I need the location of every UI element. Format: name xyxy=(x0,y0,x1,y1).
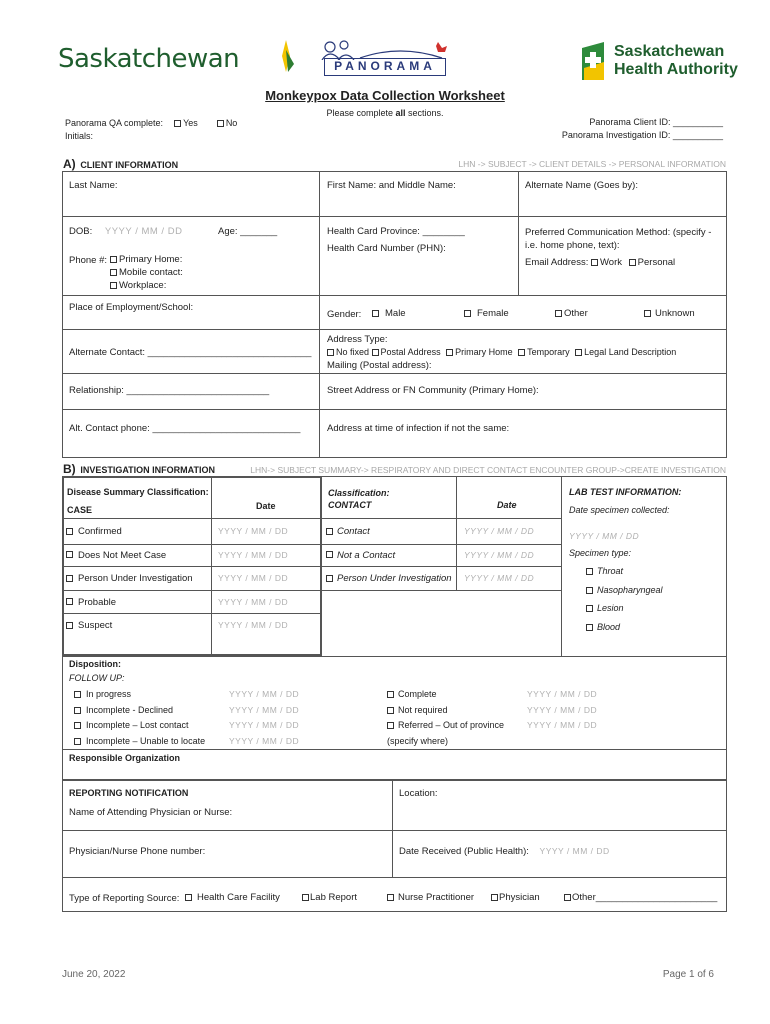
classification-title: Classification: xyxy=(328,488,390,498)
followup-item[interactable] xyxy=(387,705,504,721)
panorama-logo xyxy=(320,40,450,78)
followup-date-field[interactable]: YYYY / MM / DD xyxy=(229,720,300,730)
case-item-label: Does Not Meet Case xyxy=(78,549,167,561)
location-field[interactable]: Location: xyxy=(399,788,438,799)
gender-label: Gender: xyxy=(327,309,362,320)
gender-other[interactable] xyxy=(555,308,588,319)
contact-checkbox[interactable] xyxy=(326,528,333,535)
followup-checkbox[interactable] xyxy=(387,691,394,698)
section-a-letter: A) xyxy=(63,157,76,171)
street-field[interactable]: Street Address or FN Community (Primary Home): xyxy=(327,385,539,396)
addr-primary-label: Primary Home xyxy=(455,347,513,357)
followup-date-field[interactable]: YYYY / MM / DD xyxy=(527,704,598,715)
case-item-label: Confirmed xyxy=(78,526,122,537)
addr-postal-label: Postal Address xyxy=(380,347,441,357)
alt-contact-field[interactable]: Alternate Contact: _______________________________ xyxy=(69,347,312,358)
specimen-item[interactable] xyxy=(586,603,663,622)
followup-left-dates xyxy=(229,689,299,751)
dob-placeholder: YYYY / MM / DD xyxy=(104,226,183,237)
followup-item[interactable] xyxy=(74,705,205,721)
source-item-label: Other_______________________ xyxy=(572,892,718,903)
case-item-label: Person Under Investigation xyxy=(78,573,193,584)
followup-item[interactable] xyxy=(387,720,504,736)
case-checkbox[interactable] xyxy=(66,551,73,558)
email-label: Email Address: xyxy=(525,257,589,268)
qa-yes-checkbox[interactable] xyxy=(174,120,181,127)
phone-label: Phone #: xyxy=(69,255,108,266)
source-other[interactable] xyxy=(564,892,717,903)
followup-label: Incomplete – Unable to locate xyxy=(86,735,206,746)
case-checkbox[interactable] xyxy=(66,575,73,582)
source-checkbox[interactable] xyxy=(491,894,498,901)
specimen-checkbox[interactable] xyxy=(586,624,593,631)
followup-item[interactable] xyxy=(74,720,205,736)
specimen-list xyxy=(586,566,663,640)
case-date-field[interactable]: YYYY / MM / DD xyxy=(218,573,289,583)
followup-checkbox[interactable] xyxy=(74,722,81,729)
addr-nofixed-checkbox[interactable] xyxy=(327,349,334,356)
physician-name-field[interactable]: Name of Attending Physician or Nurse: xyxy=(69,807,233,818)
gender-other-label: Other xyxy=(564,308,588,319)
last-name-label[interactable]: Last Name: xyxy=(69,180,118,191)
address-type-label: Address Type: xyxy=(327,334,388,345)
follow-up-label: FOLLOW UP: xyxy=(69,673,125,683)
investigation-id[interactable]: Panorama Investigation ID: __________ xyxy=(561,130,723,140)
source-physician[interactable] xyxy=(491,892,540,903)
followup-date-field[interactable]: YYYY / MM / DD xyxy=(229,704,300,715)
case-header: CASE xyxy=(67,505,93,515)
followup-right-dates xyxy=(527,689,597,736)
client-id[interactable]: Panorama Client ID: __________ xyxy=(589,117,723,127)
hc-province-field[interactable]: Health Card Province: ________ xyxy=(327,226,465,237)
contact-date-header: Date xyxy=(497,500,517,510)
address-type-options xyxy=(327,347,676,357)
source-checkbox[interactable] xyxy=(185,894,192,901)
gender-male-label: Male xyxy=(385,308,406,319)
sha-logo xyxy=(580,40,750,84)
specimen-type-label: Specimen type: xyxy=(569,548,632,558)
disposition-label: Disposition: xyxy=(69,659,121,669)
place-emp-field[interactable]: Place of Employment/School: xyxy=(69,302,194,313)
lab-date-label: Date specimen collected: xyxy=(569,505,670,515)
followup-checkbox[interactable] xyxy=(74,738,81,745)
followup-checkbox[interactable] xyxy=(74,707,81,714)
addr-legal-checkbox[interactable] xyxy=(575,349,582,356)
pref-comm-field[interactable]: Preferred Communication Method: (specify - i.e. home phone, text): xyxy=(525,227,712,251)
section-b-heading xyxy=(63,462,215,476)
footer-page: Page 1 of 6 xyxy=(662,969,714,980)
email-personal-label: Personal xyxy=(637,257,676,268)
phone-primary[interactable] xyxy=(110,254,182,265)
subtitle-post: sections. xyxy=(405,108,444,118)
contact-date-field[interactable]: YYYY / MM / DD xyxy=(464,526,535,536)
case-item[interactable] xyxy=(66,550,216,574)
date-received-placeholder: YYYY / MM / DD xyxy=(539,846,610,856)
source-checkbox[interactable] xyxy=(564,894,571,901)
followup-right-list xyxy=(387,689,504,751)
case-checkbox[interactable] xyxy=(66,622,73,629)
contact-date-field[interactable]: YYYY / MM / DD xyxy=(464,549,535,560)
phone-mobile[interactable] xyxy=(110,267,183,278)
followup-label: Not required xyxy=(398,704,448,715)
age-field[interactable]: Age: _______ xyxy=(218,226,278,237)
specimen-checkbox[interactable] xyxy=(586,587,593,594)
relationship-field[interactable]: Relationship: ___________________________ xyxy=(69,385,270,396)
subtitle-pre: Please complete xyxy=(326,108,396,118)
dob-label: DOB: xyxy=(69,226,93,237)
followup-label: Incomplete - Declined xyxy=(86,704,174,715)
case-date-header: Date xyxy=(256,501,276,511)
followup-checkbox[interactable] xyxy=(74,691,81,698)
wheat-icon xyxy=(276,38,296,74)
phone-work-label: Workplace: xyxy=(119,280,167,291)
phone-mobile-label: Mobile contact: xyxy=(119,267,183,278)
source-np[interactable] xyxy=(387,892,474,903)
addr-temp-checkbox[interactable] xyxy=(518,349,525,356)
mailing-field[interactable]: Mailing (Postal address): xyxy=(327,360,432,371)
email-work-checkbox[interactable] xyxy=(591,259,598,266)
followup-date-field[interactable]: YYYY / MM / DD xyxy=(229,689,300,699)
contact-item[interactable] xyxy=(326,526,456,550)
case-dates xyxy=(218,526,288,644)
addr-nofixed-label: No fixed xyxy=(336,347,370,357)
email-field[interactable] xyxy=(525,257,675,268)
gender-female-label: Female xyxy=(477,308,509,319)
contact-item-label: Person Under Investigation xyxy=(337,573,452,584)
qa-label: Panorama QA complete: xyxy=(65,118,164,128)
gender-female[interactable] xyxy=(464,308,509,319)
followup-label: Referred – Out of province xyxy=(398,720,505,730)
gender-unknown-checkbox[interactable] xyxy=(644,310,651,317)
sha-logo-line2: Health Authority xyxy=(614,61,738,78)
email-work-label: Work xyxy=(600,257,623,268)
specimen-item[interactable] xyxy=(586,585,663,604)
specimen-label: Lesion xyxy=(597,603,624,613)
section-a-path: LHN -> SUBJECT -> CLIENT DETAILS -> PERSONAL INFORMATION xyxy=(458,159,726,169)
first-name-label[interactable]: First Name: and Middle Name: xyxy=(327,180,456,191)
footer-date: June 20, 2022 xyxy=(62,969,126,980)
followup-item[interactable] xyxy=(74,736,205,752)
sha-logo-line1: Saskatchewan xyxy=(614,43,725,60)
source-health-care[interactable] xyxy=(185,892,280,903)
page-title: Monkeypox Data Collection Worksheet xyxy=(265,88,505,103)
followup-label: Complete xyxy=(398,689,437,699)
source-item-label: Physician xyxy=(499,892,540,903)
followup-checkbox[interactable] xyxy=(387,707,394,714)
qa-yes-label: Yes xyxy=(183,118,198,128)
addr-legal-label: Legal Land Description xyxy=(584,347,677,357)
initials-label: Initials: xyxy=(65,131,94,141)
case-item[interactable] xyxy=(66,597,216,621)
source-label: Type of Reporting Source: xyxy=(69,893,180,904)
phone-primary-checkbox[interactable] xyxy=(110,256,117,263)
contact-checkbox[interactable] xyxy=(326,575,333,582)
specimen-checkbox[interactable] xyxy=(586,605,593,612)
case-date-field[interactable]: YYYY / MM / DD xyxy=(218,526,289,536)
followup-date-field[interactable]: YYYY / MM / DD xyxy=(527,689,598,699)
case-item-label: Suspect xyxy=(78,620,113,631)
source-lab[interactable] xyxy=(302,892,357,903)
specimen-checkbox[interactable] xyxy=(586,568,593,575)
panorama-wordmark: PANORAMA xyxy=(324,58,446,76)
specimen-label: Nasopharyngeal xyxy=(597,584,663,595)
followup-label: Incomplete – Lost contact xyxy=(86,720,189,730)
addr-postal-checkbox[interactable] xyxy=(372,349,379,356)
dob-field[interactable] xyxy=(69,226,182,237)
specimen-item[interactable] xyxy=(586,566,663,585)
subtitle-bold: all xyxy=(395,108,406,118)
gender-unknown[interactable] xyxy=(644,308,695,319)
contact-header: CONTACT xyxy=(328,500,372,510)
specify-where-label: (specify where) xyxy=(387,735,449,746)
section-b-letter: B) xyxy=(63,462,76,476)
followup-item[interactable] xyxy=(74,689,205,705)
phone-work[interactable] xyxy=(110,280,166,291)
gender-other-checkbox[interactable] xyxy=(555,310,562,317)
case-item-label: Probable xyxy=(78,596,117,608)
contact-list xyxy=(326,526,456,597)
hc-number-field[interactable]: Health Card Number (PHN): xyxy=(327,243,446,254)
physician-phone-field[interactable]: Physician/Nurse Phone number: xyxy=(69,846,206,857)
source-item-label: Nurse Practitioner xyxy=(398,892,475,903)
gender-male-checkbox[interactable] xyxy=(372,310,379,317)
section-b-path: LHN-> SUBJECT SUMMARY-> RESPIRATORY AND DIRECT CONTACT ENCOUNTER GROUP->CREATE INVESTIGATION xyxy=(250,465,726,475)
disease-title: Disease Summary Classification: xyxy=(67,487,209,497)
infection-addr-field[interactable]: Address at time of infection if not the same: xyxy=(327,423,510,434)
alt-phone-field[interactable]: Alt. Contact phone: ____________________________ xyxy=(69,423,301,434)
case-checkbox[interactable] xyxy=(66,598,73,605)
email-personal-checkbox[interactable] xyxy=(629,259,636,266)
contact-item[interactable] xyxy=(326,573,456,597)
case-date-field[interactable]: YYYY / MM / DD xyxy=(218,620,289,630)
sha-cross-icon xyxy=(580,40,606,84)
case-item[interactable] xyxy=(66,573,216,597)
gender-unknown-label: Unknown xyxy=(655,308,695,319)
gender-male[interactable] xyxy=(372,308,406,319)
saskatchewan-logo xyxy=(58,44,239,74)
contact-item-label: Contact xyxy=(337,526,370,537)
section-b-title: INVESTIGATION INFORMATION xyxy=(80,465,215,475)
date-received-label: Date Received (Public Health): xyxy=(399,846,529,857)
contact-item-label: Not a Contact xyxy=(337,549,396,561)
specimen-item[interactable] xyxy=(586,622,663,641)
addr-temp-label: Temporary xyxy=(527,347,570,357)
contact-item[interactable] xyxy=(326,550,456,574)
case-date-field[interactable]: YYYY / MM / DD xyxy=(218,596,289,607)
case-checkbox[interactable] xyxy=(66,528,73,535)
panorama-people-icon xyxy=(320,40,450,60)
addr-primary-checkbox[interactable] xyxy=(446,349,453,356)
date-received-field[interactable] xyxy=(399,846,610,857)
specimen-label: Throat xyxy=(597,566,624,576)
qa-no-checkbox[interactable] xyxy=(217,120,224,127)
case-item[interactable] xyxy=(66,620,216,644)
qa-no-label: No xyxy=(225,118,238,128)
contact-date-field[interactable]: YYYY / MM / DD xyxy=(464,573,535,583)
followup-checkbox[interactable] xyxy=(387,722,394,729)
followup-left-list xyxy=(74,689,205,751)
source-checkbox[interactable] xyxy=(302,894,309,901)
gender-female-checkbox[interactable] xyxy=(464,310,471,317)
qa-complete xyxy=(65,118,237,128)
section-a-heading xyxy=(63,157,178,171)
alt-name-label[interactable]: Alternate Name (Goes by): xyxy=(525,180,638,191)
phone-work-checkbox[interactable] xyxy=(110,282,117,289)
source-item-label: Health Care Facility xyxy=(197,892,280,903)
source-checkbox[interactable] xyxy=(387,894,394,901)
case-list xyxy=(66,526,216,644)
saskatchewan-logo-text: Saskatchewan xyxy=(58,44,240,74)
phone-mobile-checkbox[interactable] xyxy=(110,269,117,276)
case-date-field[interactable]: YYYY / MM / DD xyxy=(218,549,289,560)
specimen-label: Blood xyxy=(597,621,621,632)
followup-date-field[interactable]: YYYY / MM / DD xyxy=(527,720,598,730)
responsible-org-label[interactable]: Responsible Organization xyxy=(69,753,181,763)
source-item-label: Lab Report xyxy=(310,892,358,903)
phone-primary-label: Primary Home: xyxy=(119,254,183,265)
contact-dates xyxy=(464,526,534,597)
followup-label: In progress xyxy=(86,689,132,699)
followup-date-field[interactable]: YYYY / MM / DD xyxy=(229,735,300,746)
section-a-title: CLIENT INFORMATION xyxy=(80,160,179,170)
lab-title: LAB TEST INFORMATION: xyxy=(569,487,682,497)
reporting-title: REPORTING NOTIFICATION xyxy=(69,788,189,798)
followup-item[interactable] xyxy=(387,689,504,705)
lab-date-field[interactable]: YYYY / MM / DD xyxy=(569,531,640,541)
contact-checkbox[interactable] xyxy=(326,551,333,558)
case-item[interactable] xyxy=(66,526,216,550)
